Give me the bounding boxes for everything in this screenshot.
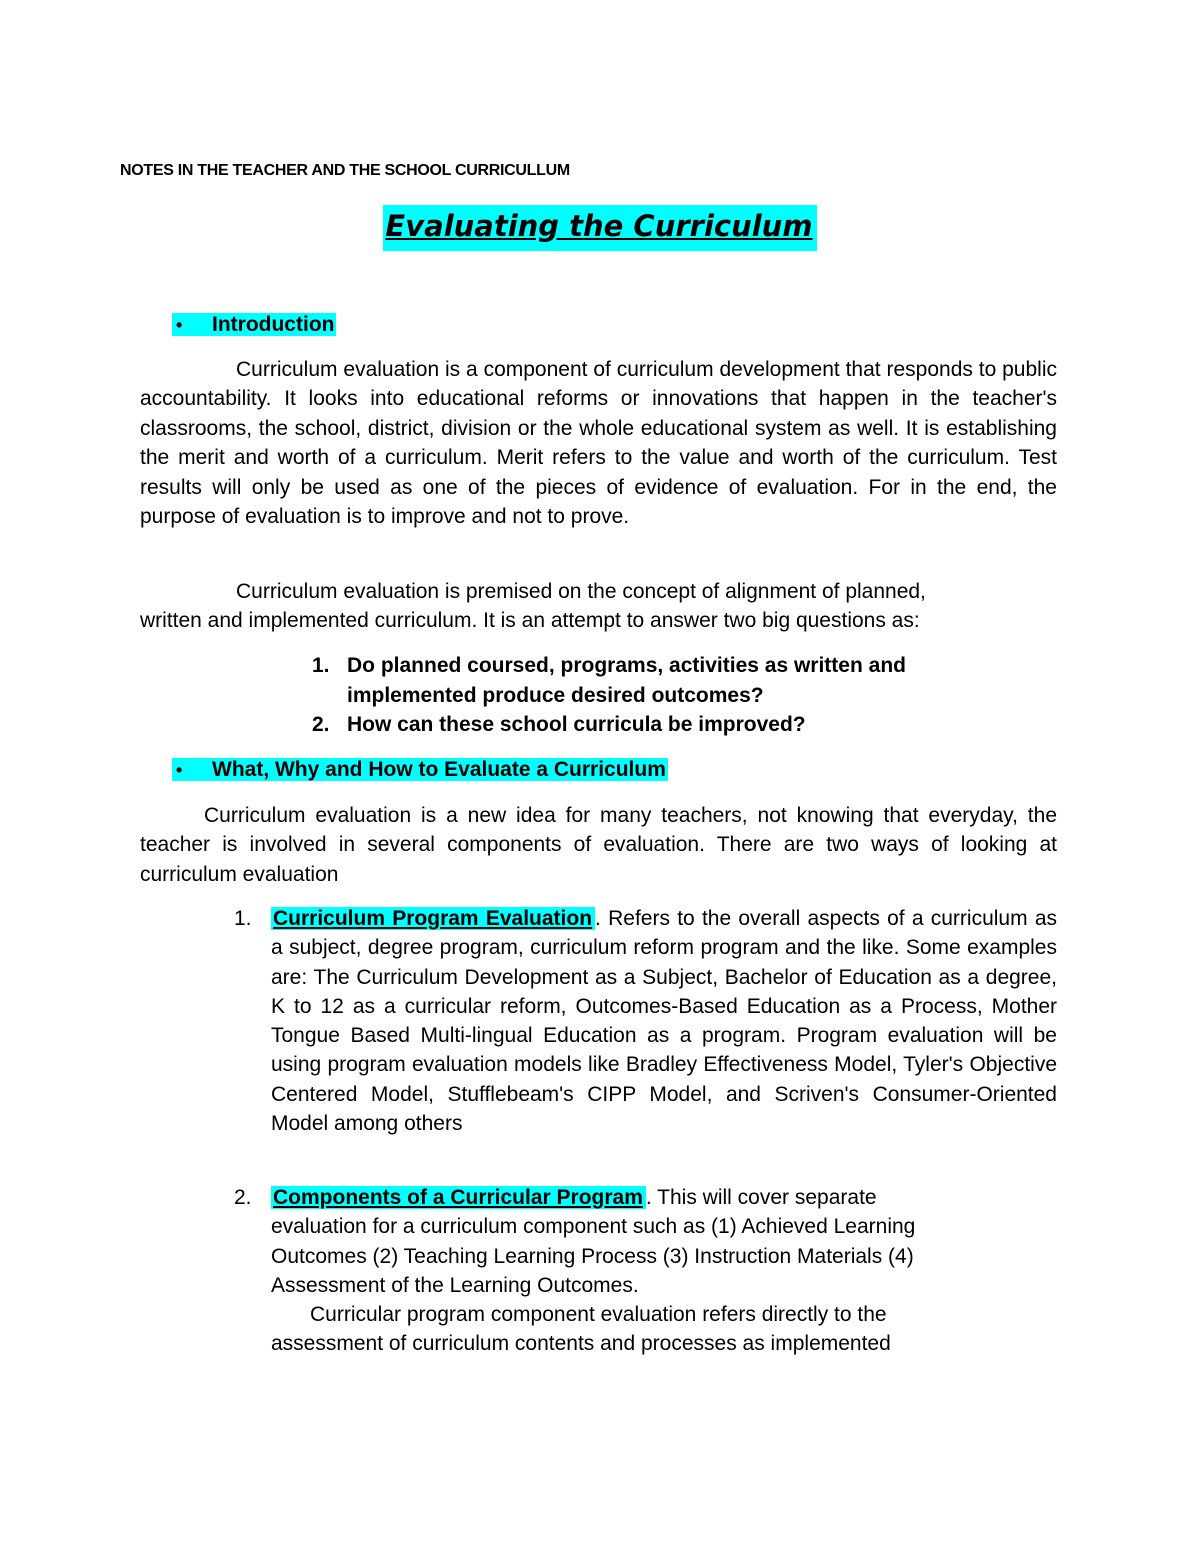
intro-paragraph-1: Curriculum evaluation is a component of curriculum development that responds to public accountability. It looks into educational reforms or innovations that happen in the teacher's classrooms, the school, district, division or the whole educational system as well. It is establishing the merit and worth of a curriculum. Merit refers to the value and worth of the curriculum. Test results will only be used as one of the pieces of evidence of evaluation. For in the end, the purpose of evaluation is to improve and not to prove. — [140, 358, 1057, 529]
bullet-icon: • — [176, 760, 183, 780]
question-item — [312, 710, 1032, 740]
item-subtext: Curricular program component evaluation refers directly to the assessment of curriculum contents and processes as implemented — [271, 1303, 891, 1356]
item-number: 2. — [234, 1186, 252, 1209]
item-number: 1. — [234, 907, 252, 930]
section-heading-introduction — [172, 310, 336, 340]
evaluation-type-item — [234, 904, 1057, 1138]
item-text: . This will cover separate evaluation for a curriculum component such as (1) Achieved Learning Outcomes (2) Teaching Learning Process (3) Instruction Materials (4) Assessment of the Learning Outcomes. — [271, 1186, 916, 1297]
evaluation-paragraph-1: Curriculum evaluation is a new idea for many teachers, not knowing that everyday, the teacher is involved in several components of evaluation. There are two ways of looking at curriculum evaluation — [140, 804, 1057, 886]
section-heading-label: Introduction — [212, 313, 335, 336]
intro-paragraph-2-line-1: Curriculum evaluation is premised on the concept of alignment of planned, — [236, 580, 926, 603]
question-text: How can these school curricula be improved? — [347, 713, 806, 737]
bullet-icon: • — [176, 315, 183, 335]
section-heading-label: What, Why and How to Evaluate a Curriculum — [212, 758, 666, 781]
evaluation-types-list-continued — [234, 1183, 1057, 1359]
document-title: Evaluating the Curriculum — [383, 205, 816, 251]
evaluation-types-list — [234, 904, 1057, 1138]
question-text: Do planned coursed, programs, activities as written and implemented produce desired outcomes? — [347, 654, 906, 707]
item-label-highlight: Curriculum Program Evaluation — [271, 907, 595, 930]
item-text: . Refers to the overall aspects of a curriculum as a subject, degree program, curriculum reform program and the like. Some examples are: The Curriculum Development as a Subject, Bachelor of Education as a degree, K to 12 as a curricular reform, Outcomes-Based Education as a Process, Mother Tongue Based Multi-lingual Education as a program. Program evaluation will be using program evaluation models like Bradley Effectiveness Model, Tyler's Objective Centered Model, Stufflebeam's CIPP Model, and Scriven's Consumer-Oriented Model among others — [271, 907, 1058, 1136]
intro-paragraph-2-line-2: written and implemented curriculum. It is an attempt to answer two big questions as: — [140, 609, 920, 632]
question-number: 2. — [312, 713, 330, 737]
title-container — [0, 205, 1200, 251]
section-heading-highlight — [172, 758, 668, 781]
section-heading-highlight — [172, 313, 336, 336]
document-top-heading: NOTES IN THE TEACHER AND THE SCHOOL CURRICULLUM — [120, 162, 570, 179]
question-item — [312, 651, 1032, 710]
evaluation-type-item — [234, 1183, 1057, 1359]
item-label-highlight: Components of a Curricular Program — [271, 1186, 646, 1209]
question-number: 1. — [312, 654, 330, 677]
section-heading-what-why-how — [172, 755, 668, 785]
questions-list — [312, 651, 1032, 740]
